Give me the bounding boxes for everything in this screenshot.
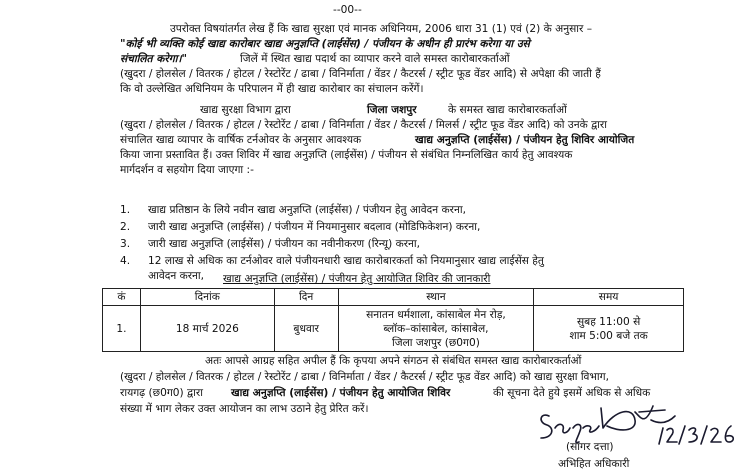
para3-line3b: खाद्य अनुज्ञप्ति (लाईसेंस) / पंजीयन हेतु आयोजित शिविर — [231, 387, 451, 399]
act-quote-line2: संचालित करेगा।" — [120, 53, 187, 65]
list-item-number: 1. — [120, 204, 131, 216]
para3-line4: संख्या में भाग लेकर उक्त आयोजन का लाभ उठाने हेतु प्रेरित करें। — [120, 403, 369, 415]
para2-line3a: संचालित खाद्य व्यापार के वार्षिक टर्नओवर के अनुसार आवश्यक — [120, 134, 362, 146]
cell-place — [338, 306, 534, 352]
col-header-place: स्थान — [338, 289, 534, 306]
para3-line3c: की सूचना देते हुये इसमें अधिक से अधिक — [493, 387, 651, 399]
time-line: शाम 5:00 बजे तक — [569, 329, 648, 342]
header-mark: --00-- — [333, 4, 362, 16]
para3-line1: अतः आपसे आग्रह सहित अपील हैं कि कृपया अपने संगठन से संबंधित समस्त खाद्य कारोबारकर्ताओं — [205, 355, 582, 367]
para1-line3: (खुदरा / होलसेल / वितरक / होटल / रेस्टोरेंट / ढाबा / विनिर्माता / वेंडर / कैटरर्स / स्ट्रीट फूड वेंडर आदि) से अपेक्षा की जाती हैं — [120, 68, 601, 80]
para1-line2: जिलें में स्थित खाद्य पदार्थ का व्यापार करने वाले समस्त कारोबारकर्ताओं — [240, 53, 510, 65]
para2-line5: मार्गदर्शन व सहयोग दिया जाएगा :- — [120, 164, 254, 176]
para2-line2: (खुदरा / होलसेल / वितरक / होटल / रेस्टोरेंट / ढाबा / विनिर्माता / वेंडर / कैटरर्स / मिलर्स / स्ट्रीट फूड वेंडर आदि) को उनके द्वारा — [120, 119, 607, 131]
place-line: सनातन धर्मशाला, कांसाबेल मेन रोड़, — [366, 308, 506, 321]
para1-line1: उपरोक्त विषयांतर्गत लेख हैं कि खाद्य सुरक्षा एवं मानक अधिनियम, 2006 धारा 31 (1) एवं (2) के अनुसार – — [170, 23, 593, 35]
table-title: खाद्य अनुज्ञप्ति (लाईसेंस) / पंजीयन हेतु आयोजित शिविर की जानकारी — [223, 273, 491, 285]
list-item-number: 3. — [120, 238, 131, 250]
para2-line1c: के समस्त खाद्य कारोबारकर्ताओं — [448, 104, 567, 116]
place-line: ब्लॉक–कांसाबेल, कांसाबेल, — [383, 322, 489, 335]
time-line: सुबह 11:00 से — [576, 315, 641, 328]
table-header-row — [103, 289, 684, 306]
col-header-time: समय — [534, 289, 684, 306]
para3-line2: (खुदरा / होलसेल / वितरक / होटल / रेस्टोरेंट / ढाबा / विनिर्माता / वेंडर / कैटरर्स / स्ट्रीट फूड वेंडर आदि) को खाद्य सुरक्षा विभाग, — [120, 371, 609, 383]
para2-line4: किया जाना प्रस्तावित हैं। उक्त शिविर में खाद्य अनुज्ञप्ति (लाईसेंस) / पंजीयन से संबंधित निम्नलिखित कार्य हेतु आवश्यक — [120, 149, 573, 161]
para1-line4: कि वो उल्लेखित अधिनियम के परिपालन में ही खाद्य कारोबार का संचालन करेंगें। — [120, 83, 424, 95]
cell-sn: 1. — [103, 306, 141, 352]
cell-date: 18 मार्च 2026 — [140, 306, 274, 352]
list-item-number: 2. — [120, 221, 131, 233]
col-header-sn: कं — [103, 289, 141, 306]
table-row — [103, 306, 684, 352]
list-item-number: 4. — [120, 255, 131, 267]
list-item-text: 12 लाख से अधिक का टर्नओवर वाले पंजीयनधारी खाद्य कारोबारकर्ता को नियमानुसार खाद्य लाईसेंस हेतु — [148, 255, 544, 267]
cell-time — [534, 306, 684, 352]
col-header-day: दिन — [274, 289, 338, 306]
officer-name: (सागर दत्ता) — [566, 441, 614, 453]
camp-schedule-table — [102, 288, 684, 352]
list-item-text: जारी खाद्य अनुज्ञप्ति (लाईसेंस) / पंजीयन में नियमानुसार बदलाव (मोडिफिकेशन) करना, — [148, 221, 481, 233]
list-item-text: जारी खाद्य अनुज्ञप्ति (लाईसेंस) / पंजीयन का नवीनीकरण (रिन्यू) करना, — [148, 238, 421, 250]
para2-line3b: खाद्य अनुज्ञप्ति (लाईसेंस) / पंजीयन हेतु शिविर आयोजित — [415, 134, 635, 146]
officer-designation: अभिहित अधिकारी — [558, 458, 630, 470]
place-line: जिला जशपुर (छ0ग0) — [392, 336, 480, 349]
col-header-date: दिनांक — [140, 289, 274, 306]
para2-line1a: खाद्य सुरक्षा विभाग द्वारा — [200, 104, 291, 116]
list-item-text: आवेदन करना, — [148, 270, 205, 282]
list-item-text: खाद्य प्रतिष्ठान के लिये नवीन खाद्य अनुज्ञप्ति (लाईसेंस) / पंजीयन हेतु आवेदन करना, — [148, 204, 466, 216]
district-name: जिला जशपुर — [367, 104, 417, 116]
para3-line3a: रायगढ़ (छ0ग0) द्वारा — [120, 387, 203, 399]
act-quote-line1: "कोई भी व्यक्ति कोई खाद्य कारोबार खाद्य अनुज्ञप्ति (लाईसेंस) / पंजीयन के अधीन ही प्रारंभ करेगा या उसे — [120, 38, 530, 50]
cell-day: बुधवार — [274, 306, 338, 352]
